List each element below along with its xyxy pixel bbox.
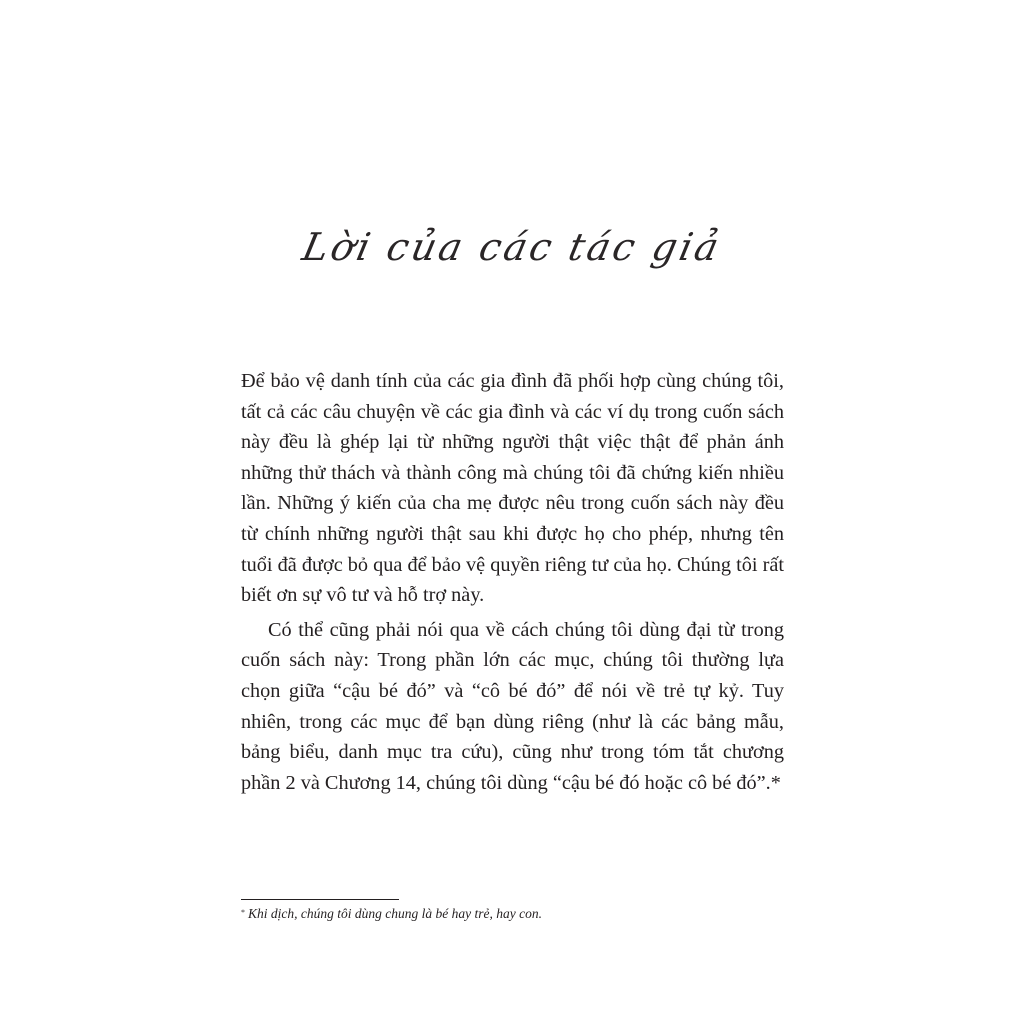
footnote-marker: * (241, 908, 245, 917)
paragraph-1: Để bảo vệ danh tính của các gia đình đã phối hợp cùng chúng tôi, tất cả các câu chuyện về các gia đình và các ví dụ trong cuốn sách này đều là ghép lại từ những người thật việc thật để phản ánh những thử thách và thành công mà chúng tôi đã chứng kiến nhiều lần. Những ý kiến của cha mẹ được nêu trong cuốn sách này đều từ chính những người thật sau khi được họ cho phép, nhưng tên tuổi đã được bỏ qua để bảo vệ quyền riêng tư của họ. Chúng tôi rất biết ơn sự vô tư và hỗ trợ này. (241, 370, 784, 607)
footnote-text: Khi dịch, chúng tôi dùng chung là bé hay trẻ, hay con. (248, 906, 542, 921)
chapter-title: Lời của các tác giả (298, 225, 726, 270)
footnote (241, 905, 801, 923)
body-text (241, 366, 784, 798)
paragraph-2: Có thể cũng phải nói qua về cách chúng tôi dùng đại từ trong cuốn sách này: Trong phần lớn các mục, chúng tôi thường lựa chọn giữa “cậu bé đó” và “cô bé đó” để nói về trẻ tự kỷ. Tuy nhiên, trong các mục để bạn dùng riêng (như là các bảng mẫu, bảng biểu, danh mục tra cứu), cũng như trong tóm tắt chương phần 2 và Chương 14, chúng tôi dùng “cậu bé đó hoặc cô bé đó”.* (241, 618, 784, 794)
footnote-divider (241, 899, 399, 900)
